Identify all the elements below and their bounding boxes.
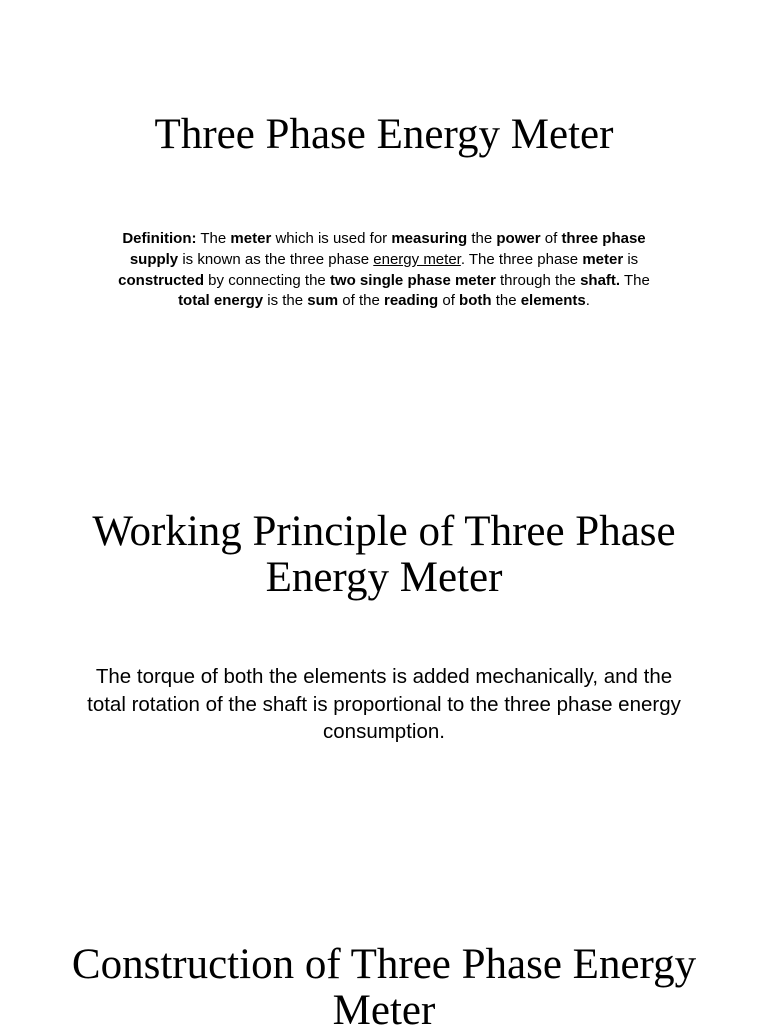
definition-text-segment: sum — [307, 292, 339, 310]
definition-text-segment: two single phase meter — [329, 271, 496, 289]
definition-text-segment: the — [467, 230, 497, 247]
definition-text-segment: through the — [495, 271, 581, 289]
section-title-construction: Construction of Three Phase Energy Meter — [71, 941, 697, 1034]
definition-text-segment: which is used for — [271, 230, 392, 247]
definition-text-segment: total energy — [178, 292, 264, 310]
working-principle-paragraph: The torque of both the elements is added mechanically, and the total rotation of the shaft is proportional to the three phase energy consumption. — [87, 665, 681, 743]
definition-paragraph — [104, 229, 664, 312]
definition-text-segment: is — [623, 250, 639, 268]
definition-text-segment: . The three phase — [460, 250, 583, 268]
definition-text-segment: Definition: — [122, 230, 197, 247]
definition-text-segment: of the — [338, 292, 384, 310]
definition-text-segment: measuring — [391, 230, 468, 247]
definition-text-segment: meter — [230, 230, 272, 247]
definition-text-segment: reading — [384, 292, 439, 310]
definition-text-segment: is the — [263, 292, 308, 310]
definition-text-segment: the — [491, 292, 521, 310]
definition-text-segment: power — [496, 230, 541, 247]
definition-text-segment: The — [196, 230, 231, 247]
section-title-three-phase-energy-meter: Three Phase Energy Meter — [154, 111, 614, 158]
definition-text-segment: is known as the three phase — [178, 250, 374, 268]
definition-text-segment: meter — [582, 250, 624, 268]
definition-text-segment: both — [459, 292, 492, 310]
definition-text-segment: by connecting the — [204, 271, 330, 289]
definition-text-segment: . — [585, 292, 590, 310]
definition-text-segment: of — [540, 230, 562, 247]
definition-text-segment: elements — [520, 292, 586, 310]
definition-text-segment: The — [620, 271, 650, 289]
section-title-working-principle: Working Principle of Three Phase Energy Meter — [92, 508, 676, 601]
energy-meter-link-text: energy meter — [373, 250, 461, 268]
definition-text-segment: constructed — [118, 271, 205, 289]
definition-text-segment: of — [438, 292, 460, 310]
definition-text-segment: three phase supply — [129, 230, 646, 268]
definition-text-segment: shaft. — [580, 271, 621, 289]
